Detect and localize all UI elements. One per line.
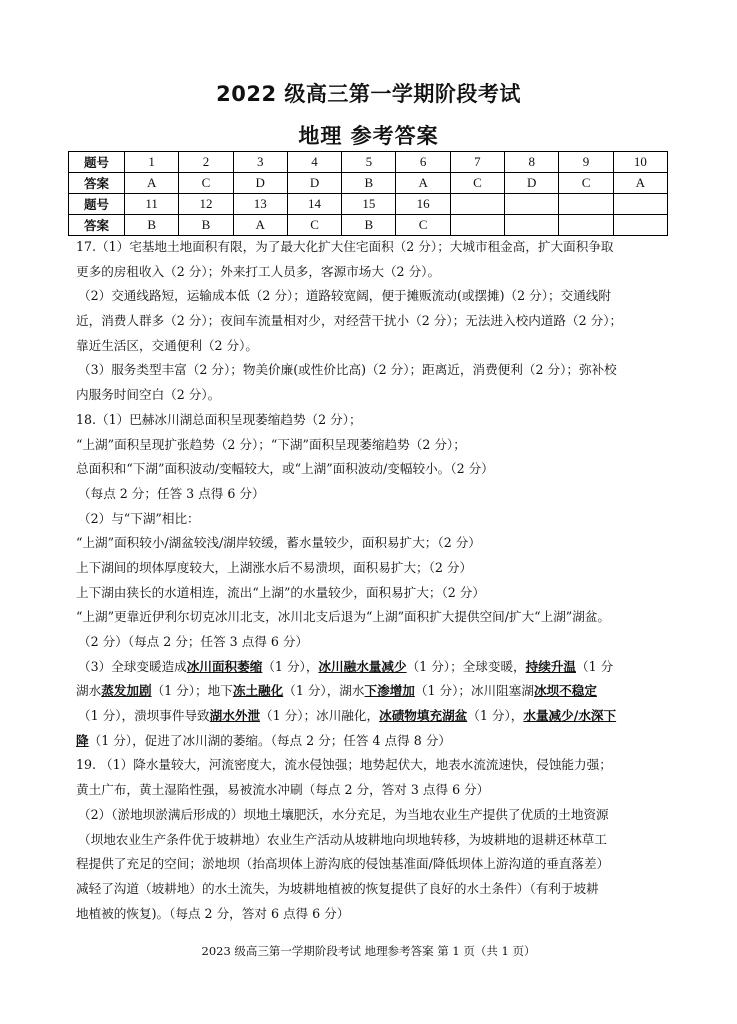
table-cell: C [287,215,341,236]
q19-line: （2）（淤地坝淤满后形成的）坝地土壤肥沃，水分充足，为当地农业生产提供了优质的土地资源 [78,806,609,822]
q17-line: 更多的房租收入（2 分）；外来打工人员多，客源市场大（2 分）。 [76,263,441,279]
table-cell: D [505,173,559,194]
table-cell: A [396,173,450,194]
table-cell: C [179,173,233,194]
q18-line: “上湖”面积较小/湖盆较浅/湖岸较缓，蓄水量较少，面积易扩大；（2 分） [76,535,481,551]
table-cell: 10 [613,152,667,173]
q18-line: （2）与“下湖”相比： [78,510,200,526]
table-cell: 12 [179,194,233,215]
text-run: （1 分），促进了冰川湖的萎缩。（每点 2 分；任答 4 点得 8 分） [88,732,451,748]
q19-line: （坝地农业生产条件优于坡耕地）农业生产活动从坡耕地向坝地转移，为坡耕地的退耕还林草工 [78,831,607,847]
table-cell: 6 [396,152,450,173]
text-run: （1 分）， [262,658,319,674]
q17-line: 内服务时间空白（2 分）。 [76,387,221,403]
q18-part3-line [76,679,676,704]
text-run: （1 分）， [467,708,524,724]
table-cell: 15 [342,194,396,215]
table-cell: A [613,173,667,194]
table-cell: 1 [125,152,179,173]
table-header-cell: 答案 [69,215,125,236]
table-cell: B [125,215,179,236]
q18-line: （每点 2 分；任答 3 点得 6 分） [78,485,265,501]
text-run: （3）全球变暖造成 [78,658,187,674]
table-row-answers-1 [69,173,668,194]
table-cell: 14 [287,194,341,215]
text-run: （1 分 [576,658,614,674]
text-run: （1 分）；地下 [151,683,233,699]
table-cell: 4 [287,152,341,173]
table-cell: A [125,173,179,194]
key-point: 降 [76,732,89,748]
text-run: （1 分）；冰川融化， [260,708,380,724]
table-cell [559,194,613,215]
table-cell [450,215,504,236]
q17-line: （3）服务类型丰富（2 分）；物美价廉(或性价比高)（2 分）；距离近，消费便利（2 分）；弥补校 [78,362,617,378]
key-point: 水量减少/水深下 [523,708,617,724]
key-point: 持续升温 [525,658,577,674]
q18-part3-line [76,655,676,680]
table-cell: 5 [342,152,396,173]
table-cell: 7 [450,152,504,173]
q17-line: 17.（1）宅基地土地面积有限，为了最大化扩大住宅面积（2 分）；大城市租金高，扩大面积争取 [76,239,614,254]
table-cell: 9 [559,152,613,173]
table-cell: C [450,173,504,194]
answer-body [76,235,676,926]
table-cell [613,215,667,236]
table-cell: D [287,173,341,194]
table-header-cell: 题号 [69,194,125,215]
text-run: （1 分），湖水 [283,683,365,699]
key-point: 湖水外泄 [209,708,261,724]
table-row-answers-2 [69,215,668,236]
key-point: 下渗增加 [364,683,415,699]
text-run: （1 分）；冰川阻塞湖 [414,683,534,699]
key-point: 蒸发加剧 [101,683,152,699]
table-cell: 3 [233,152,287,173]
table-cell: 11 [125,194,179,215]
q19-line: 程提供了充足的空间；淤地坝（抬高坝体上游沟底的侵蚀基准面/降低坝体上游沟道的垂直落差） [76,856,610,872]
table-cell [505,194,559,215]
q18-line: （2 分）（每点 2 分；任答 3 点得 6 分） [78,634,309,649]
table-cell: B [342,215,396,236]
q18-line: “上湖”面积呈现扩张趋势（2 分）；“下湖”面积呈现萎缩趋势（2 分）； [76,436,466,452]
page-subtitle: 地理 参考答案 [298,124,439,148]
table-cell [613,194,667,215]
key-point: 冰碛物填充湖盆 [379,708,468,724]
table-cell: 8 [505,152,559,173]
table-cell [450,194,504,215]
q18-line: “上湖”更靠近伊利尔切克冰川北支，冰川北支后退为“上湖”面积扩大提供空间/扩大“上湖”湖盆。 [76,609,611,625]
q17-line: 靠近生活区，交通便利（2 分）。 [76,337,259,353]
table-row-question-numbers-2 [69,194,668,215]
table-cell: 2 [179,152,233,173]
table-row-question-numbers-1 [69,152,668,173]
table-cell: A [233,215,287,236]
q18-line: 上下湖间的坝体厚度较大，上湖涨水后不易溃坝，面积易扩大；（2 分） [76,559,473,575]
page-footer: 2023 级高三第一学期阶段考试 地理参考答案 第 1 页（共 1 页） [201,944,536,958]
q18-line: 18.（1）巴赫冰川湖总面积呈现萎缩趋势（2 分）； [76,411,362,427]
q17-line: （2）交通线路短，运输成本低（2 分）；道路较宽阔，便于摊贩流动(或摆摊)（2 分）；交通线附 [78,288,612,304]
table-cell: 16 [396,194,450,215]
table-cell: B [342,173,396,194]
q17-line: 近，消费人群多（2 分）；夜间车流量相对少，对经营干扰小（2 分）；无法进入校内道路（2 分）； [76,313,623,329]
q19-line: 减轻了沟道（坡耕地）的水土流失，为坡耕地植被的恢复提供了良好的水土条件）（有利于坡耕 [76,880,599,896]
page-title: 2022 级高三第一学期阶段考试 [216,82,521,106]
key-point: 冰川融水量减少 [318,658,407,674]
q19-line: 19. （1）降水量较大，河流密度大，流水侵蚀强；地势起伏大，地表水流流速快，侵蚀能力强； [76,757,612,773]
key-point: 冻土融化 [232,683,284,699]
table-cell: C [559,173,613,194]
text-run: （1 分），溃坝事件导致 [78,708,210,724]
q18-line: 上下湖由狭长的水道相连，流出“上湖”的水量较少，面积易扩大；（2 分） [76,584,485,600]
q19-line: 地植被的恢复)。（每点 2 分，答对 6 点得 6 分） [76,905,350,921]
answer-table [68,151,668,236]
table-cell: 13 [233,194,287,215]
table-cell: C [396,215,450,236]
table-cell [505,215,559,236]
q18-line: 总面积和“下湖”面积波动/变幅较大，或“上湖”面积波动/变幅较小。（2 分） [76,461,494,477]
table-cell: D [233,173,287,194]
text-run: 湖水 [76,683,102,699]
text-run: （1 分）；全球变暖， [406,658,526,674]
table-header-cell: 题号 [69,152,125,173]
table-header-cell: 答案 [69,173,125,194]
q18-part3-line [76,704,676,729]
q19-line: 黄土广布，黄土湿陷性强，易被流水冲刷（每点 2 分，答对 3 点得 6 分） [76,782,490,798]
q18-part3-line [76,729,676,754]
table-cell [559,215,613,236]
table-cell: B [179,215,233,236]
key-point: 冰川面积萎缩 [186,658,263,674]
key-point: 冰坝不稳定 [533,683,597,699]
